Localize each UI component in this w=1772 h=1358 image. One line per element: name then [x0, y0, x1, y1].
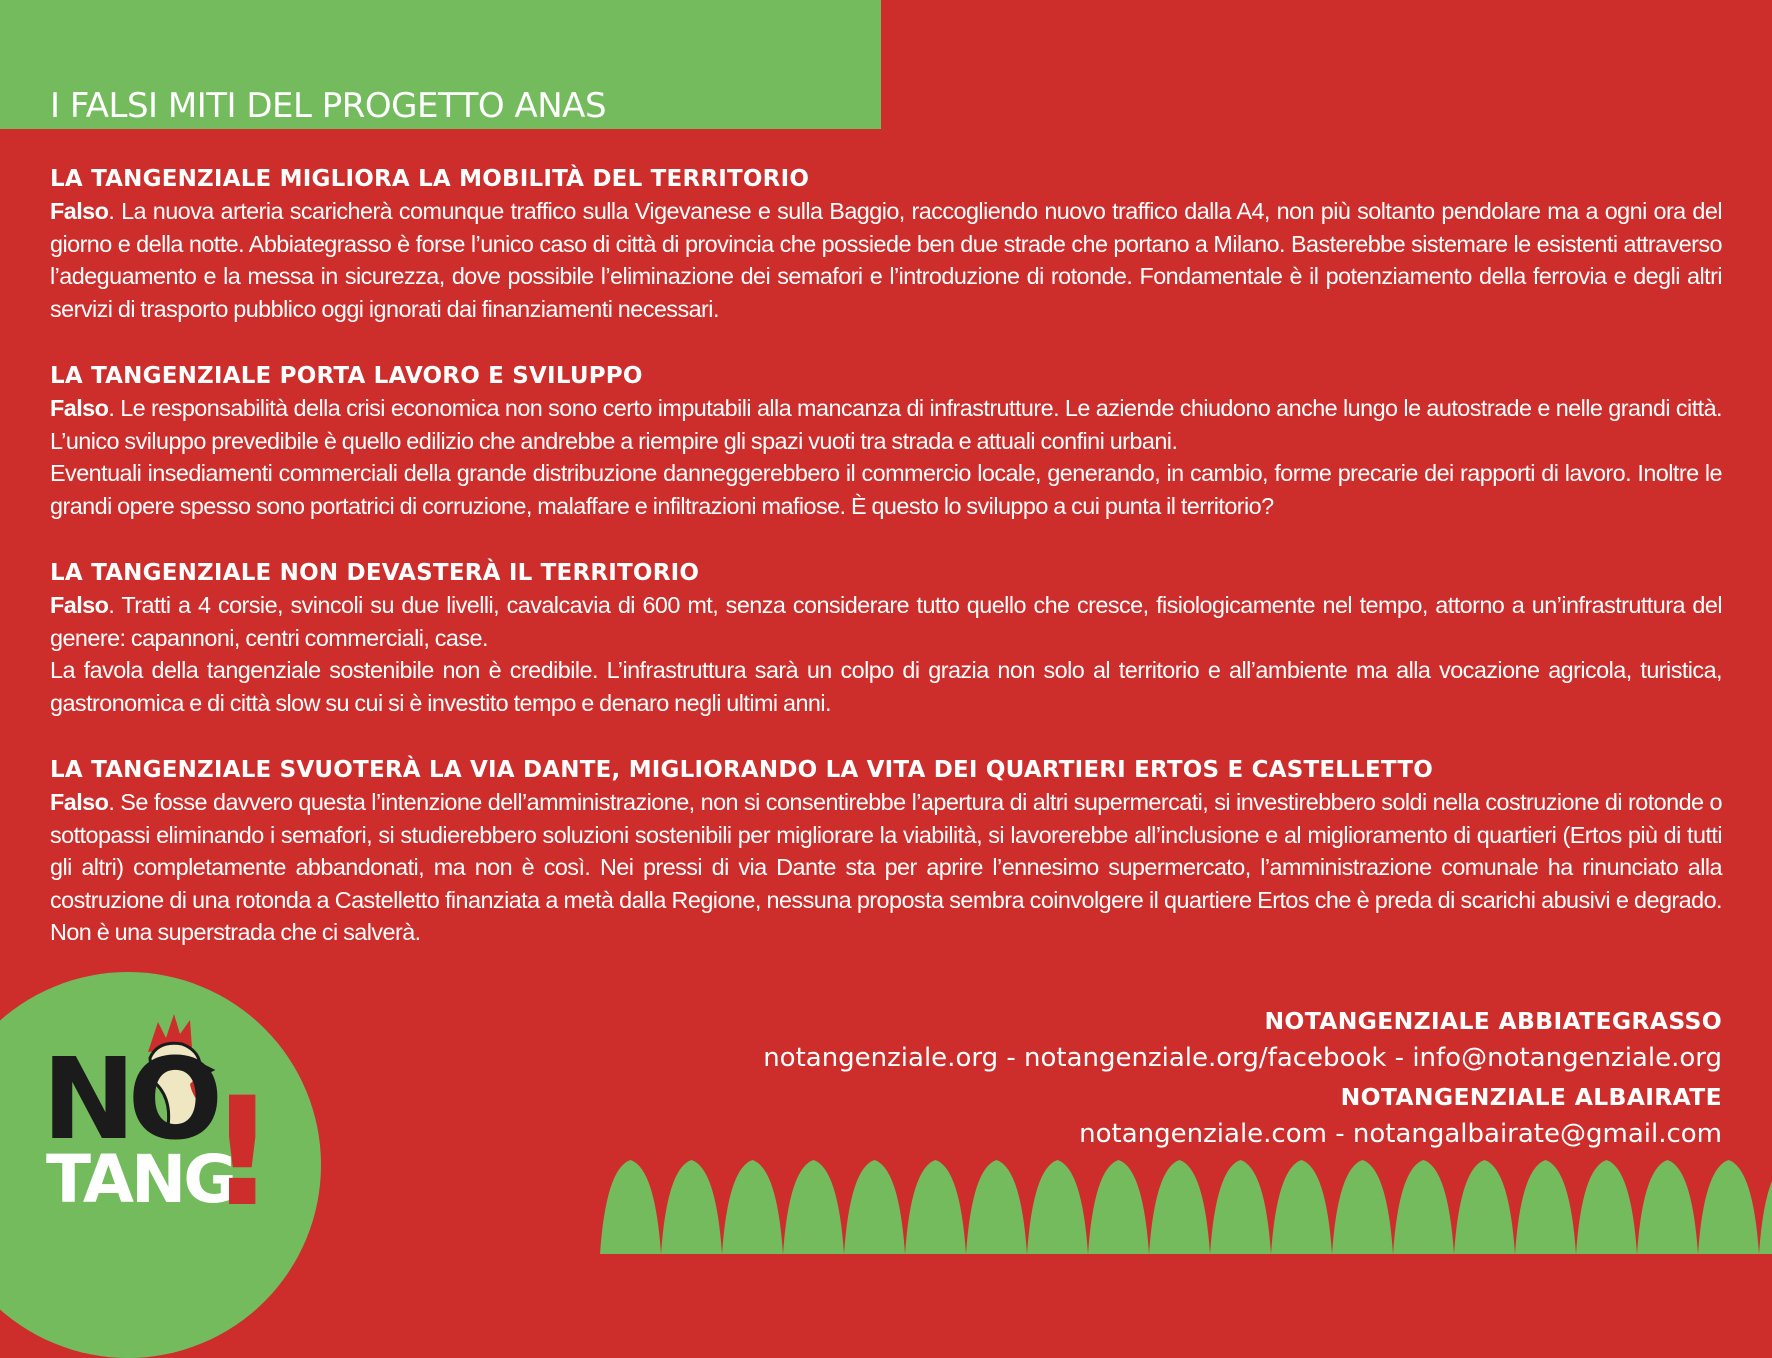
contacts-block: [763, 1003, 1722, 1155]
logo-exclamation: !: [208, 1066, 277, 1210]
falso-label: Falso: [50, 395, 109, 421]
myth-body: [50, 589, 1722, 719]
myth-heading: LA TANGENZIALE NON DEVASTERÀ IL TERRITORIO: [50, 560, 700, 586]
myth-body: [50, 392, 1722, 522]
leaf-shape: [1149, 1160, 1210, 1254]
org-name-abbiategrasso: NOTANGENZIALE ABBIATEGRASSO: [1264, 1007, 1722, 1035]
myth-text: . Se fosse davvero questa l’intenzione dell’amministrazione, non si consentirebbe l’apertura di altri supermercati, si investirebbero soldi nella costruzione di rotonde o sottopassi eliminando i semafori, si studierebbero soluzioni sostenibili per migliorare la viabilità, si lavorerebbe all’inclusione e al miglioramento di quartieri (Ertos più di tutti gli altri) completamente abbandonati, ma non è così. Nei pressi di via Dante sta per aprire l’ennesimo supermercato, l’amministrazione comunale ha rinunciato alla costruzione di una rotonda a Castelletto finanziata a metà dalla Regione, nessuna proposta sembra coinvolgere il quartiere Ertos che è preda di scarichi abusivi e degrado. Non è una superstrada che ci salverà.: [50, 789, 1722, 945]
falso-label: Falso: [50, 198, 109, 224]
myth-paragraph: Eventuali insediamenti commerciali della grande distribuzione danneggerebbero il commercio locale, generando, in cambio, forme precarie dei rapporti di lavoro. Inoltre le grandi opere spesso sono portatrici di corruzione, malaffare e infiltrazioni mafiose. È questo lo sviluppo a cui punta il territorio?: [50, 460, 1722, 519]
notang-logo: [40, 1000, 280, 1210]
grass-leaves-decoration: [600, 1160, 1772, 1254]
org-name-albairate: NOTANGENZIALE ALBAIRATE: [1340, 1083, 1722, 1111]
myth-section: [50, 163, 1722, 325]
myth-body: [50, 786, 1722, 949]
myth-heading: LA TANGENZIALE PORTA LAVORO E SVILUPPO: [50, 363, 643, 389]
falso-label: Falso: [50, 789, 109, 815]
myth-paragraph: [50, 195, 1722, 325]
falso-label: Falso: [50, 592, 109, 618]
myth-paragraph: [50, 392, 1722, 457]
myth-text: . Tratti a 4 corsie, svincoli su due livelli, cavalcavia di 600 mt, senza considerare tutto quello che cresce, fisiologicamente nel tempo, attorno a un’infrastruttura del genere: capannoni, centri commerciali, case.: [50, 592, 1722, 651]
leaf-shape: [661, 1160, 722, 1254]
myth-paragraph: La favola della tangenziale sostenibile non è credibile. L’infrastruttura sarà un colpo di grazia non solo al territorio e all’ambiente ma alla vocazione agricola, turistica, gastronomica e di città slow su cui si è investito tempo e denaro negli ultimi anni.: [50, 657, 1722, 716]
logo-no-text: NO: [42, 1035, 215, 1165]
myth-heading: LA TANGENZIALE SVUOTERÀ LA VIA DANTE, MIGLIORANDO LA VITA DEI QUARTIERI ERTOS E CASTELLETTO: [50, 757, 1433, 783]
leaf-shape: [1210, 1160, 1271, 1254]
myth-section: [50, 754, 1722, 949]
leaf-shape: [783, 1160, 844, 1254]
leaf-shape: [1271, 1160, 1332, 1254]
leaf-shape: [1698, 1160, 1759, 1254]
leaf-shape: [1393, 1160, 1454, 1254]
myths-list: [50, 163, 1722, 984]
leaf-shape: [1332, 1160, 1393, 1254]
org-links-albairate: notangenziale.com - notangalbairate@gmail.com: [1079, 1119, 1722, 1149]
leaf-shape: [1454, 1160, 1515, 1254]
leaf-shape: [1027, 1160, 1088, 1254]
page-title: I FALSI MITI DEL PROGETTO ANAS: [50, 86, 607, 126]
logo-tang-text: TANG: [46, 1141, 235, 1210]
leaf-shape: [966, 1160, 1027, 1254]
leaf-shape: [1637, 1160, 1698, 1254]
leaf-shape: [1088, 1160, 1149, 1254]
leaf-shape: [1759, 1160, 1772, 1254]
leaf-shape: [905, 1160, 966, 1254]
myth-paragraph: [50, 786, 1722, 949]
leaf-shape: [1576, 1160, 1637, 1254]
myth-paragraph: [50, 589, 1722, 654]
myth-text: . Le responsabilità della crisi economica non sono certo imputabili alla mancanza di infrastrutture. Le aziende chiudono anche lungo le autostrade e nelle grandi città. L’unico sviluppo prevedibile è quello edilizio che andrebbe a riempire gli spazi vuoti tra strada e attuali confini urbani.: [50, 395, 1722, 454]
myth-section: [50, 360, 1722, 522]
myth-heading: LA TANGENZIALE MIGLIORA LA MOBILITÀ DEL TERRITORIO: [50, 166, 810, 192]
leaf-shape: [844, 1160, 905, 1254]
myth-body: [50, 195, 1722, 325]
myth-section: [50, 557, 1722, 719]
leaf-shape: [1515, 1160, 1576, 1254]
leaf-shape: [600, 1160, 661, 1254]
myth-text: . La nuova arteria scaricherà comunque traffico sulla Vigevanese e sulla Baggio, raccogliendo nuovo traffico dalla A4, non più soltanto pendolare ma a ogni ora del giorno e della notte. Abbiategrasso è forse l’unico caso di città di provincia che possiede ben due strade che portano a Milano. Basterebbe sistemare le esistenti attraverso l’adeguamento e la messa in sicurezza, dove possibile l’eliminazione dei semafori e l’introduzione di rotonde. Fondamentale è il potenziamento della ferrovia e degli altri servizi di trasporto pubblico oggi ignorati dai finanziamenti necessari.: [50, 198, 1722, 322]
org-links-abbiategrasso: notangenziale.org - notangenziale.org/facebook - info@notangenziale.org: [763, 1043, 1722, 1073]
leaf-shape: [722, 1160, 783, 1254]
